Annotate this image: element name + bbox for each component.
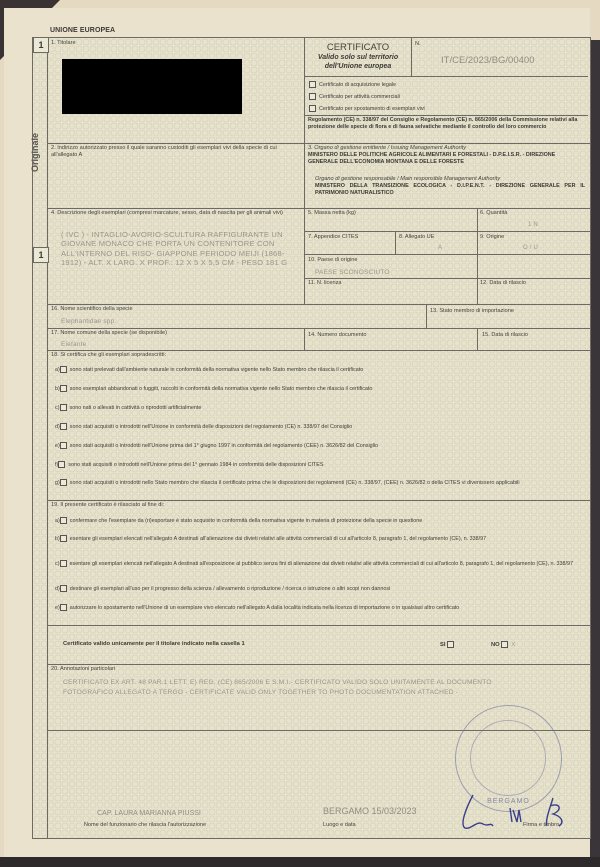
option-key: b) [55,385,60,392]
divider [304,278,590,279]
option-key: d) [55,423,60,430]
field6-label: 6. Quantità [480,210,508,216]
option-text: destinare gli esemplari all'uso per il progresso della scienza / allevamento o riproduzione / ricerca o istruzione o altri scopi non dannosi [69,585,391,592]
option-key: e) [55,604,60,611]
field19-option-c[interactable] [55,560,575,568]
field18-option-d[interactable] [55,423,352,431]
redacted-holder [62,59,242,114]
field5-label: 5. Massa netta (kg) [308,210,356,216]
cert-subtitle-2: dell'Unione europea [324,63,392,70]
field8-value: A [438,245,443,251]
official-label: Nome del funzionario che rilascia l'autorizzazione [83,822,207,828]
field12-label: 12. Data di rilascio [480,280,527,286]
field16-value: Elephantidae spp. [61,318,117,325]
issuing-authority: MINISTERO DELLE POLITICHE AGRICOLE ALIMENTARI E FORESTALI - D.P.E.I.S.R. - DIREZIONE GENERALE DELL'ECONOMIA MONTANA E DELLE FORESTE [308,152,556,166]
field19-label: 19. Il presente certificato è rilasciato al fine di: [51,502,165,508]
field1-label: 1. Titolare [51,40,76,46]
cert-number-label: N. [415,41,421,47]
checkbox[interactable] [60,517,67,524]
option-text: esentare gli esemplari elencati nell'allegato A destinati all'esposizione al pubblico senza fini di alienazione dai divieti relativi alle attività commerciali di cui all'articolo 8, paragrafo 1, del regolamento (CE), n. 338/97 [69,560,573,567]
checkbox[interactable] [447,641,454,648]
option-text: sono stati prelevati dall'ambiente naturale in conformità della normativa vigente nello Stato membro che rilascia il certificato [69,366,364,373]
divider [477,328,478,350]
field18-option-c[interactable] [55,404,201,412]
validity-no[interactable] [491,641,515,648]
checkbox[interactable] [60,585,67,592]
divider [395,231,396,254]
divider [304,115,588,116]
divider [477,278,478,304]
field8-label: 8. Allegato UE [399,234,435,240]
checkbox[interactable] [60,560,67,567]
field17-label: 17. Nome comune della specie (se disponibile) [51,330,167,336]
field9-value: O / U [523,245,539,251]
divider [47,350,590,351]
desk-background-right [590,40,600,860]
resp-authority-label: Organo di gestione responsabile / Main responsible Management Authority [315,176,501,182]
field10-label: 10. Paese di origine [308,257,358,263]
field19-option-b[interactable] [55,535,575,543]
field18-option-a[interactable] [55,366,363,374]
validity-yes[interactable] [440,641,457,648]
field4-value: ( IVC ) - INTAGLIO-AVORIO-SCULTURA RAFFIGURANTE UN GIOVANE MONACO CHE PORTA UN CONTENITORE CON ALL'INTERNO DEL RISO- GIAPPONE PERIODO MEIJI (1868-1912) - ALT. X LARG. X PROF.: 12 X 5 X 5,5 CM - PESO 181 G [61,230,288,268]
option-key: g) [55,479,60,486]
no-label: NO [491,642,500,649]
checkbox[interactable] [309,105,316,112]
regulation-text: Regolamento (CE) n. 338/97 del Consiglio e Regolamento (CE) n. 865/2006 della Commissione relativi alla protezione delle specie di flora e di fauna selvatiche mediante il controllo del loro commercio [308,117,578,131]
resp-authority: MINISTERO DELLA TRANSIZIONE ECOLOGICA - D.I.P.E.N.T. - DIREZIONE GENERALE PER IL PATRIMONIO NATURALISTICO [315,183,585,197]
field11-label: 11. N. licenza [308,280,342,286]
field15-label: 15. Data di rilascio [482,332,529,338]
divider [304,143,305,208]
option-text: sono esemplari abbandonati o fuggiti, raccolti in conformità della normativa vigente nello Stato membro che rilascia il certificato [69,385,373,392]
field17-value: Elefante [61,341,87,348]
divider [426,304,427,328]
field6-value: 1 N [528,222,538,228]
option-key: a) [55,366,60,373]
cert-type-commercial[interactable] [309,93,400,101]
option-text: confermare che l'esemplare da (ri)esportare è stato acquisito in conformità della normativa vigente in materia di protezione della specie in questione [69,517,423,524]
field16-label: 16. Nome scientifico della specie [51,306,133,312]
field2-label: 2. Indirizzo autorizzato presso il quale saranno custoditi gli esemplari vivi della specie di cui all'allegato A [51,145,277,158]
checkbox-checked[interactable] [309,93,316,100]
field18-option-g[interactable] [55,479,575,487]
no-mark: X [511,642,516,649]
option-key: c) [55,404,60,411]
divider [47,304,590,305]
field9-label: 9. Origine [480,234,505,240]
option-text: sono stati acquisiti o introdotti nell'Unione in conformità delle disposizioni del regolamento (CE) n. 338/97 del Consiglio [69,423,353,430]
place-date-label: Luogo e data [323,822,356,828]
option-key: c) [55,560,60,567]
field20-value: CERTIFICATO EX ART. 48 PAR.1 LETT. E) REG. (CE) 865/2006 E S.M.I.- CERTIFICATO VALIDO SOLO UNITAMENTE AL DOCUMENTO FOTOGRAFICO ALLEGATO A TERGO - CERTIFICATE VALID ONLY TOGETHER TO PHOTO DOCUMENTATION ATTACHED - [63,679,492,696]
cert-title: CERTIFICATO [326,42,390,53]
checkbox[interactable] [60,442,67,449]
option-label: Certificato di acquisizione legale [319,81,397,88]
field13-label: 13. Stato membro di importazione [430,308,514,314]
divider [411,38,412,76]
option-text: autorizzare lo spostamento nell'Unione di un esemplare vivo elencato nell'allegato A dalla località indicata nella licenza di importazione o in qualsiasi altro certificato [69,604,460,611]
item-number: 1 [33,247,49,263]
field18-option-b[interactable] [55,385,372,393]
divider [47,664,590,665]
option-text: esentare gli esemplari elencati nell'allegato A destinati all'alienazione dai divieti relativi alle attività commerciali di cui all'articolo 8, paragrafo 1, del regolamento (CE), n. 338/97 [69,535,487,542]
checkbox[interactable] [60,404,67,411]
box-number: 1 [33,37,49,53]
originale-label: Originale [30,132,40,172]
cert-number: IT/CE/2023/BG/00400 [441,55,535,66]
divider [304,208,305,304]
field18-label: 18. Si certifica che gli esemplari sopradescritti: [51,352,167,358]
cert-subtitle-1: Valido solo sul territorio [317,54,399,61]
option-key: b) [55,535,60,542]
option-label: Certificato per spostamento di esemplari vivi [319,105,425,112]
field18-option-e[interactable] [55,442,378,450]
divider [304,328,305,350]
checkbox-checked[interactable] [501,641,508,648]
union-heading: UNIONE EUROPEA [50,27,116,34]
option-text: sono stati acquisiti o introdotti nell'Unione prima del 1° giugno 1997 in conformità del regolamento (CEE) n. 3626/82 del Consiglio [69,442,379,449]
checkbox-checked[interactable] [60,479,67,486]
option-key: d) [55,585,60,592]
checkbox[interactable] [58,461,65,468]
cert-type-acquisition[interactable] [309,81,396,89]
signature [455,790,575,835]
checkbox-checked[interactable] [60,535,67,542]
field19-option-d[interactable] [55,585,390,593]
option-text: sono nati o allevati in cattività o riprodotti artificialmente [69,404,202,411]
option-key: e) [55,442,60,449]
option-key: a) [55,517,60,524]
field19-option-a[interactable] [55,517,422,525]
option-text: sono stati acquisiti o introdotti nello Stato membro che rilascia il certificato prima che le disposizioni dei regolamenti (CE) n. 338/97, (CEE) n. 3626/82 o della CITES vi divenissero applicabili [69,479,520,486]
desk-background-bottom [0,857,600,867]
official-name: CAP. LAURA MARIANNA PIUSSI [97,810,201,817]
divider [47,500,590,501]
divider [47,625,590,626]
checkbox[interactable] [309,81,316,88]
field3-label: 3. Organo di gestione emittente / Issuing Management Authority [308,145,467,151]
field18-option-f[interactable] [55,461,324,469]
checkbox[interactable] [60,385,67,392]
yes-label: SI [440,642,446,649]
checkbox[interactable] [60,366,67,373]
margin-line [47,38,48,838]
divider [47,208,590,209]
checkbox[interactable] [60,604,67,611]
divider [304,254,590,255]
field10-value: PAESE SCONOSCIUTO [315,269,390,276]
divider [47,328,590,329]
option-key: f) [55,461,59,468]
field20-label: 20. Annotazioni particolari [51,666,116,672]
divider [47,143,590,144]
sign-label: Firma e timbro [523,822,560,828]
option-label: Certificato per attività commerciali [319,93,400,100]
stamp-text: BERGAMO [487,798,530,805]
validity-text: Certificato valido unicamente per il titolare indicato nella casella 1 [63,641,245,647]
field14-label: 14. Numero documento [308,332,367,338]
field7-label: 7. Appendice CITES [308,234,359,240]
field4-label: 4. Descrizione degli esemplari (compresi marcature, sesso, data di nascita per gli animali vivi) [51,210,283,216]
option-text: sono stati acquisiti o introdotti nell'Unione prima del 1° gennaio 1984 in conformità delle disposizioni CITES [68,461,324,468]
cert-type-live[interactable] [309,105,425,113]
field19-option-e[interactable] [55,604,575,612]
divider [304,231,590,232]
checkbox[interactable] [60,423,67,430]
place-date: BERGAMO 15/03/2023 [323,806,417,816]
